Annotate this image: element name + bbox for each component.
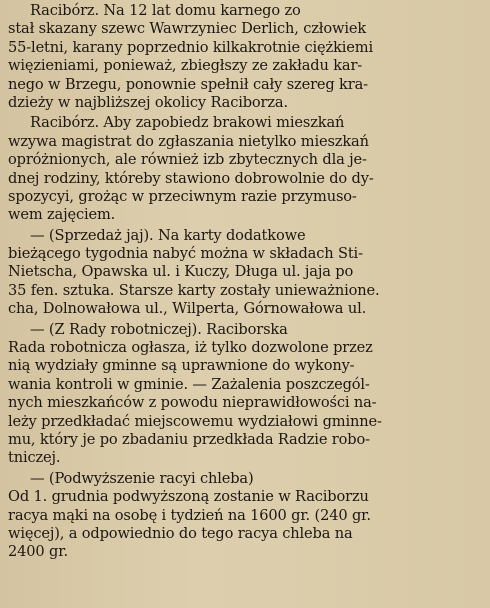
text-line: nią wydziały gminne są uprawnione do wykony- (8, 357, 355, 375)
text-line: Racibórz. Aby zapobiedz brakowi mieszkań (30, 114, 345, 132)
paragraph-bread-ration (8, 470, 480, 562)
text-line: 2400 gr. (8, 543, 68, 561)
text-line: 35 fen. sztuka. Starsze karty zostały unieważnione. (8, 281, 380, 299)
text-line: wzywa magistrat do zgłaszania nietylko mieszkań (8, 132, 369, 150)
text-line: nych mieszkańców z powodu nieprawidłowości na- (8, 394, 377, 412)
text-line: — (Z Rady robotniczej). Raciborska (30, 320, 288, 338)
text-line: — (Sprzedaż jaj). Na karty dodatkowe (30, 226, 306, 244)
text-line: Racibórz. Na 12 lat domu karnego zo (30, 2, 301, 19)
text-line: cha, Dolnowałowa ul., Wilperta, Górnowałowa ul. (8, 300, 367, 318)
text-line: Rada robotnicza ogłasza, iż tylko dozwolone przez (8, 339, 373, 357)
text-line: tniczej. (8, 449, 61, 467)
text-line: dzieży w najbliższej okolicy Raciborza. (8, 93, 288, 111)
text-line: spozycyi, grożąc w przeciwnym razie przymuso- (8, 187, 357, 205)
text-line: więzieniami, ponieważ, zbiegłszy ze zakładu kar- (8, 57, 363, 75)
paragraph-egg-sale (8, 227, 480, 319)
text-line: więcej), a odpowiednio do tego racya chleba na (8, 524, 353, 542)
text-line: nego w Brzegu, ponownie spełnił cały szereg kra- (8, 75, 368, 93)
paragraph-housing-notice (8, 114, 480, 224)
text-line: opróżnionych, ale również izb zbytecznych dla je- (8, 151, 367, 169)
paragraph-sentence-derlich (8, 2, 480, 112)
text-line: racya mąki na osobę i tydzień na 1600 gr. (240 gr. (8, 506, 371, 524)
text-line: — (Podwyższenie racyi chleba) (30, 469, 254, 487)
text-line: leży przedkładać miejscowemu wydziałowi gminne- (8, 412, 382, 430)
text-line: mu, który je po zbadaniu przedkłada Radzie robo- (8, 430, 370, 448)
text-line: Nietscha, Opawska ul. i Kuczy, Długa ul. jaja po (8, 263, 354, 281)
text-line: 55-letni, karany poprzednio kilkakrotnie ciężkiemi (8, 38, 373, 56)
text-line: dnej rodziny, któreby stawiono dobrowolnie do dy- (8, 169, 374, 187)
paragraph-workers-council (8, 321, 480, 468)
text-line: stał skazany szewc Wawrzyniec Derlich, człowiek (8, 20, 367, 38)
text-line: Od 1. grudnia podwyższoną zostanie w Raciborzu (8, 488, 369, 506)
text-line: bieżącego tygodnia nabyć można w składach Sti- (8, 245, 363, 263)
text-line: wem zajęciem. (8, 206, 116, 224)
text-line: wania kontroli w gminie. — Zażalenia poszczegól- (8, 375, 370, 393)
